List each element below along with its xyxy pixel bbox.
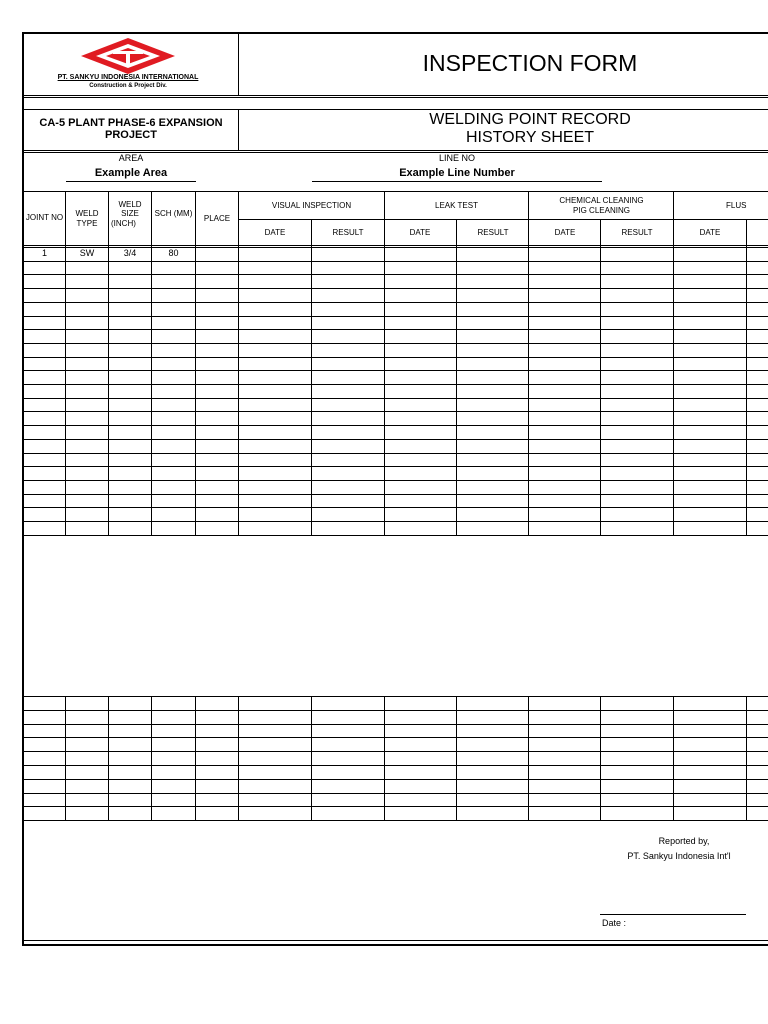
frame-bottom-inner (24, 940, 768, 941)
col-weld-size-1: WELD (118, 200, 142, 209)
hdr-sep-4 (195, 191, 196, 247)
line-no-value[interactable]: Example Line Number (399, 167, 515, 179)
header-bottom-line (24, 95, 768, 96)
hdr-sep-9 (528, 191, 529, 247)
header-bottom-line-2 (24, 97, 768, 98)
col-chem-date: DATE (554, 228, 576, 237)
hdr-sep-8 (456, 219, 457, 247)
col-joint-no: JOINT NO (25, 213, 64, 222)
project-top-line (24, 109, 768, 110)
hdr-sep-11 (673, 191, 674, 247)
form-title: INSPECTION FORM (422, 50, 638, 76)
header-divider (238, 34, 239, 96)
col-place: PLACE (203, 214, 231, 223)
hdr-sep-12 (746, 219, 747, 247)
col-weld-type-1: WELD (75, 209, 99, 218)
col-chemical-cleaning: CHEMICAL CLEANING (559, 196, 644, 205)
row1-sch[interactable]: 80 (168, 248, 179, 258)
project-name-line2: PROJECT (105, 129, 157, 141)
hdr-sep-3 (151, 191, 152, 247)
company-logo (80, 37, 176, 75)
sheet-title-line2: HISTORY SHEET (465, 129, 595, 146)
project-divider (238, 109, 239, 151)
project-bottom-line (24, 150, 768, 151)
signature-line (600, 914, 746, 915)
row1-weld-size[interactable]: 3/4 (123, 248, 137, 258)
col-leak-test: LEAK TEST (435, 201, 478, 210)
row1-joint-no[interactable]: 1 (41, 248, 47, 258)
area-label: AREA (118, 153, 144, 163)
col-leak-result: RESULT (477, 228, 509, 237)
reported-by-label: Reported by, (658, 836, 710, 846)
col-visual-inspection: VISUAL INSPECTION (271, 201, 352, 210)
company-division: Construction & Project Div. (89, 83, 167, 89)
col-sch: SCH (MM) (154, 209, 193, 218)
col-weld-size-3: (INCH) (111, 219, 136, 228)
hdr-sep-10 (600, 219, 601, 247)
hdr-sep-7 (384, 191, 385, 247)
area-value[interactable]: Example Area (94, 167, 168, 179)
logo-diamond-icon (80, 37, 176, 75)
area-underline (66, 181, 196, 182)
col-visual-result: RESULT (332, 228, 364, 237)
col-flush-date: DATE (699, 228, 721, 237)
project-name-line1: CA-5 PLANT PHASE-6 EXPANSION (39, 117, 223, 129)
date-label: Date : (602, 918, 627, 928)
col-weld-size-2: SIZE (121, 209, 139, 218)
col-pig-cleaning: PIG CLEANING (573, 206, 630, 215)
company-name: PT. SANKYU INDONESIA INTERNATIONAL (57, 74, 199, 81)
sheet-title-line1: WELDING POINT RECORD (429, 111, 631, 128)
col-chem-result: RESULT (621, 228, 653, 237)
col-leak-date: DATE (409, 228, 431, 237)
table-header-mid (239, 219, 768, 220)
line-no-label: LINE NO (438, 153, 475, 163)
line-no-underline (312, 181, 602, 182)
col-flushing: FLUS (726, 201, 747, 210)
hdr-sep-5 (238, 191, 239, 247)
col-weld-type-2: TYPE (76, 219, 98, 228)
table-header-top (24, 191, 768, 192)
col-visual-date: DATE (264, 228, 286, 237)
hdr-sep-6 (311, 219, 312, 247)
reporter-company: PT. Sankyu Indonesia Int'l (627, 851, 731, 861)
hdr-sep-2 (108, 191, 109, 247)
table-header-bottom (24, 245, 768, 246)
hdr-sep-1 (65, 191, 66, 247)
row1-weld-type[interactable]: SW (79, 248, 95, 258)
